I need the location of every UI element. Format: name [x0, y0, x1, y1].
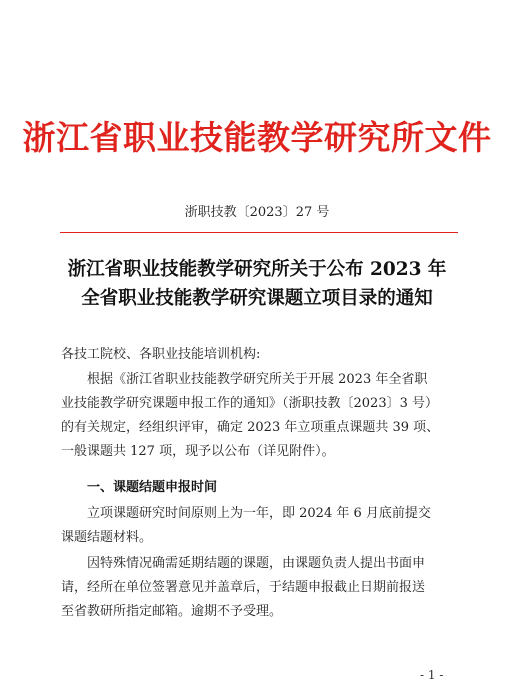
- paragraph-line: 的有关规定，经组织评审，确定 2023 年立项重点课题共 39 项、: [61, 420, 440, 435]
- document-number: 浙职技教〔2023〕27 号: [184, 205, 330, 220]
- paragraph-line: 请，经所在单位签署意见并盖章后，于结题申报截止日期前报送: [61, 580, 426, 595]
- notice-title-line-1: 浙江省职业技能教学研究所关于公布 2023 年: [67, 259, 447, 280]
- paragraph-line: 因特殊情况确需延期结题的课题，由课题负责人提出书面申: [87, 556, 426, 571]
- paragraph-line: 立项课题研究时间原则上为一年，即 2024 年 6 月底前提交: [87, 506, 431, 521]
- notice-title: [0, 255, 514, 313]
- paragraph-basis: [61, 368, 461, 464]
- document-masthead: 浙江省职业技能教学研究所文件: [22, 118, 492, 157]
- red-divider: [60, 232, 458, 233]
- paragraph-extension: [61, 552, 461, 624]
- salutation: 各技工院校、各职业技能培训机构:: [61, 347, 261, 362]
- paragraph-line: 课题结题材料。: [61, 530, 153, 545]
- paragraph-line: 至省教研所指定邮箱。逾期不予受理。: [61, 604, 283, 619]
- notice-title-line-2: 全省职业技能教学研究课题立项目录的通知: [81, 288, 433, 309]
- section-heading: 一、课题结题申报时间: [87, 480, 218, 495]
- paragraph-line: 根据《浙江省职业技能教学研究所关于开展 2023 年全省职: [87, 372, 428, 387]
- paragraph-line: 一般课题共 127 项，现予以公布（详见附件）。: [61, 444, 335, 459]
- page-number: - 1 -: [420, 668, 444, 682]
- paragraph-line: 业技能教学研究课题申报工作的通知》（浙职技教〔2023〕3 号）: [61, 396, 438, 411]
- paragraph-research-period: [61, 502, 461, 550]
